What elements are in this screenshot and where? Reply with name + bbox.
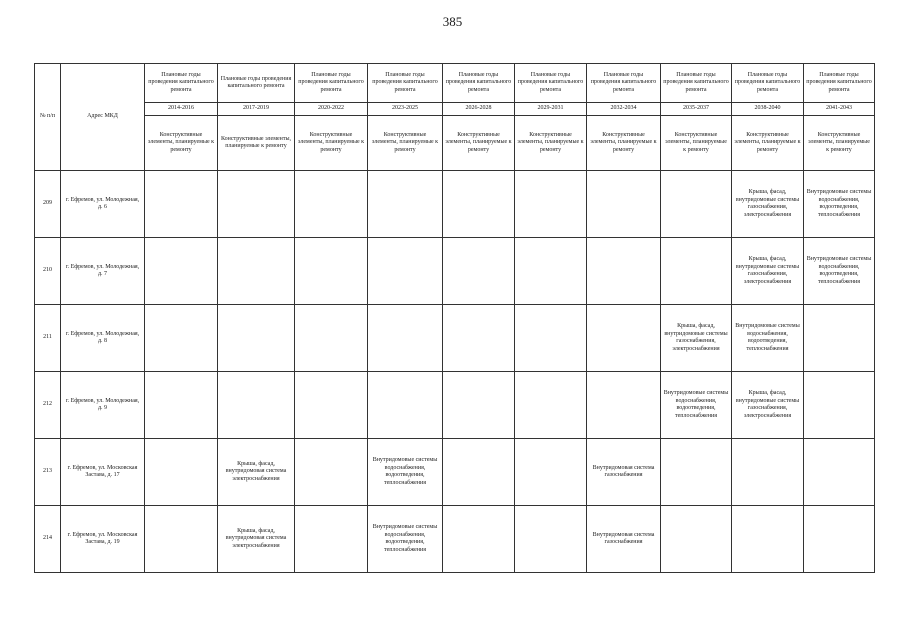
header-period: 2038-2040 bbox=[732, 103, 804, 116]
header-plan: Плановые годы проведения капитального ремонта bbox=[732, 64, 804, 103]
header-plan: Плановые годы проведения капитального ремонта bbox=[295, 64, 368, 103]
row-num: 214 bbox=[35, 506, 61, 573]
row-cell: Крыша, фасад, внутридомовая система электроснабжения bbox=[218, 439, 295, 506]
row-cell: Внутридомовая система газоснабжения bbox=[587, 506, 661, 573]
row-cell: Крыша, фасад, внутридомовая система электроснабжения bbox=[218, 506, 295, 573]
row-cell bbox=[661, 238, 732, 305]
row-num: 211 bbox=[35, 305, 61, 372]
row-cell: Внутридомовые системы водоснабжения, водоотведения, теплоснабжения bbox=[732, 305, 804, 372]
header-plan: Плановые годы проведения капитального ремонта bbox=[587, 64, 661, 103]
row-cell bbox=[368, 171, 443, 238]
row-cell bbox=[145, 372, 218, 439]
row-address: г. Ефремов, ул. Молодежная, д. 9 bbox=[61, 372, 145, 439]
row-cell bbox=[587, 372, 661, 439]
header-period: 2026-2028 bbox=[443, 103, 515, 116]
row-cell bbox=[145, 305, 218, 372]
table-row bbox=[35, 439, 875, 506]
row-cell bbox=[587, 238, 661, 305]
row-cell: Внутридомовые системы водоснабжения, водоотведения, теплоснабжения bbox=[368, 506, 443, 573]
table-row bbox=[35, 506, 875, 573]
header-period: 2035-2037 bbox=[661, 103, 732, 116]
header-elements: Конструктивные элементы, планируемые к ремонту bbox=[368, 116, 443, 171]
row-cell bbox=[587, 305, 661, 372]
row-cell bbox=[443, 372, 515, 439]
header-plan: Плановые годы проведения капитального ремонта bbox=[218, 64, 295, 103]
row-cell: Внутридомовые системы водоснабжения, водоотведения, теплоснабжения bbox=[804, 238, 875, 305]
row-cell bbox=[145, 506, 218, 573]
header-num: № п/п bbox=[35, 64, 61, 171]
row-cell bbox=[145, 171, 218, 238]
header-plan: Плановые годы проведения капитального ремонта bbox=[443, 64, 515, 103]
header-period: 2032-2034 bbox=[587, 103, 661, 116]
row-cell bbox=[515, 238, 587, 305]
row-cell: Крыша, фасад, внутридомовые системы газоснабжения, электроснабжения bbox=[732, 238, 804, 305]
row-cell bbox=[661, 439, 732, 506]
row-cell bbox=[368, 372, 443, 439]
row-cell bbox=[732, 439, 804, 506]
header-plan: Плановые годы проведения капитального ремонта bbox=[661, 64, 732, 103]
row-cell bbox=[661, 171, 732, 238]
header-elements: Конструктивные элементы, планируемые к ремонту bbox=[515, 116, 587, 171]
row-cell bbox=[443, 506, 515, 573]
row-cell bbox=[515, 171, 587, 238]
row-cell bbox=[145, 238, 218, 305]
row-cell bbox=[443, 305, 515, 372]
header-plan: Плановые годы проведения капитального ремонта bbox=[145, 64, 218, 103]
row-cell bbox=[295, 372, 368, 439]
header-period: 2023-2025 bbox=[368, 103, 443, 116]
row-cell: Крыша, фасад, внутридомовые системы газоснабжения, электроснабжения bbox=[661, 305, 732, 372]
row-cell: Внутридомовые системы водоснабжения, водоотведения, теплоснабжения bbox=[661, 372, 732, 439]
row-cell bbox=[515, 439, 587, 506]
row-cell bbox=[295, 439, 368, 506]
header-elements: Конструктивные элементы, планируемые к ремонту bbox=[661, 116, 732, 171]
row-cell: Крыша, фасад, внутридомовые системы газоснабжения, электроснабжения bbox=[732, 372, 804, 439]
row-cell bbox=[218, 171, 295, 238]
repair-plan-table bbox=[34, 63, 875, 573]
row-cell bbox=[145, 439, 218, 506]
row-cell bbox=[515, 372, 587, 439]
row-address: г. Ефремов, ул. Московская Застава, д. 19 bbox=[61, 506, 145, 573]
row-num: 213 bbox=[35, 439, 61, 506]
row-cell bbox=[443, 171, 515, 238]
page-number: 385 bbox=[442, 14, 463, 29]
row-cell bbox=[732, 506, 804, 573]
table-row bbox=[35, 305, 875, 372]
row-cell bbox=[804, 305, 875, 372]
header-period: 2020-2022 bbox=[295, 103, 368, 116]
header-row-periods bbox=[35, 103, 875, 116]
row-cell bbox=[515, 305, 587, 372]
header-elements: Конструктивные элементы, планируемые к ремонту bbox=[145, 116, 218, 171]
row-cell bbox=[295, 238, 368, 305]
row-address: г. Ефремов, ул. Молодежная, д. 8 bbox=[61, 305, 145, 372]
row-cell: Внутридомовые системы водоснабжения, водоотведения, теплоснабжения bbox=[804, 171, 875, 238]
row-cell bbox=[443, 238, 515, 305]
header-plan: Плановые годы проведения капитального ремонта bbox=[515, 64, 587, 103]
row-cell bbox=[218, 305, 295, 372]
header-address: Адрес МКД bbox=[61, 64, 145, 171]
header-elements: Конструктивные элементы, планируемые к ремонту bbox=[218, 116, 295, 171]
row-num: 209 bbox=[35, 171, 61, 238]
row-cell bbox=[661, 506, 732, 573]
row-cell bbox=[515, 506, 587, 573]
row-cell: Внутридомовая система газоснабжения bbox=[587, 439, 661, 506]
header-elements: Конструктивные элементы, планируемые к ремонту bbox=[295, 116, 368, 171]
row-num: 212 bbox=[35, 372, 61, 439]
header-period: 2041-2043 bbox=[804, 103, 875, 116]
header-period: 2017-2019 bbox=[218, 103, 295, 116]
row-address: г. Ефремов, ул. Молодежная, д. 6 bbox=[61, 171, 145, 238]
row-cell bbox=[295, 305, 368, 372]
header-row-elements bbox=[35, 116, 875, 171]
row-cell bbox=[443, 439, 515, 506]
header-plan: Плановые годы проведения капитального ремонта bbox=[368, 64, 443, 103]
row-cell: Внутридомовые системы водоснабжения, водоотведения, теплоснабжения bbox=[368, 439, 443, 506]
row-cell bbox=[804, 372, 875, 439]
header-plan: Плановые годы проведения капитального ремонта bbox=[804, 64, 875, 103]
row-cell bbox=[368, 238, 443, 305]
row-address: г. Ефремов, ул. Молодежная, д. 7 bbox=[61, 238, 145, 305]
header-row-plan bbox=[35, 64, 875, 103]
header-period: 2014-2016 bbox=[145, 103, 218, 116]
row-num: 210 bbox=[35, 238, 61, 305]
row-cell bbox=[804, 439, 875, 506]
row-address: г. Ефремов, ул. Московская Застава, д. 17 bbox=[61, 439, 145, 506]
header-elements: Конструктивные элементы, планируемые к ремонту bbox=[587, 116, 661, 171]
row-cell bbox=[804, 506, 875, 573]
header-elements: Конструктивные элементы, планируемые к ремонту bbox=[804, 116, 875, 171]
row-cell bbox=[587, 171, 661, 238]
table-row bbox=[35, 238, 875, 305]
header-elements: Конструктивные элементы, планируемые к ремонту bbox=[732, 116, 804, 171]
table-row bbox=[35, 372, 875, 439]
row-cell bbox=[295, 506, 368, 573]
table-row bbox=[35, 171, 875, 238]
row-cell bbox=[368, 305, 443, 372]
header-elements: Конструктивные элементы, планируемые к ремонту bbox=[443, 116, 515, 171]
row-cell bbox=[295, 171, 368, 238]
row-cell bbox=[218, 372, 295, 439]
header-period: 2029-2031 bbox=[515, 103, 587, 116]
row-cell: Крыша, фасад, внутридомовые системы газоснабжения, электроснабжения bbox=[732, 171, 804, 238]
row-cell bbox=[218, 238, 295, 305]
